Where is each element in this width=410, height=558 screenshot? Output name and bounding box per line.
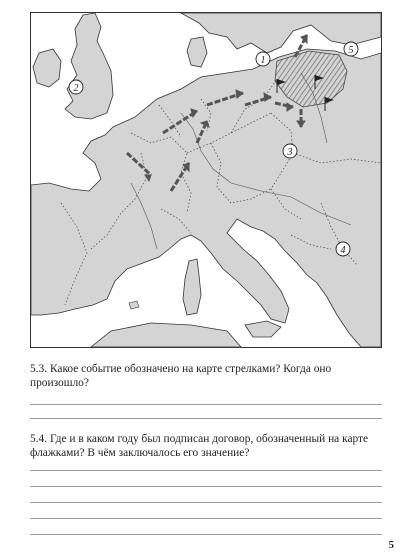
svg-text:4: 4: [340, 245, 346, 256]
map-marker-5: [344, 42, 358, 56]
answer-line[interactable]: [30, 502, 382, 503]
answer-line[interactable]: [30, 534, 382, 535]
map-marker-4: [336, 242, 350, 256]
map-svg: [31, 13, 381, 347]
question-number: 5.4.: [30, 433, 48, 445]
question-text: Какое событие обозначено на карте стрелками? Когда оно произошло?: [30, 363, 332, 389]
historical-map: [30, 12, 382, 348]
question-5-4: [30, 432, 382, 460]
answer-line[interactable]: [30, 486, 382, 487]
question-5-3: [30, 362, 382, 390]
page-number: 5: [388, 539, 394, 551]
answer-line[interactable]: [30, 404, 382, 405]
question-text: Где и в каком году был подписан договор, обозначенный на карте флажками? В чём заключалось его значение?: [30, 433, 369, 459]
map-marker-3: [283, 144, 297, 158]
answer-line[interactable]: [30, 518, 382, 519]
svg-text:5: 5: [348, 45, 354, 56]
svg-text:3: 3: [287, 147, 293, 158]
svg-text:2: 2: [73, 83, 79, 94]
question-number: 5.3.: [30, 363, 48, 375]
map-marker-2: [69, 80, 83, 94]
answer-line[interactable]: [30, 418, 382, 419]
map-marker-1: [256, 52, 270, 66]
svg-text:1: 1: [260, 55, 266, 66]
answer-line[interactable]: [30, 470, 382, 471]
